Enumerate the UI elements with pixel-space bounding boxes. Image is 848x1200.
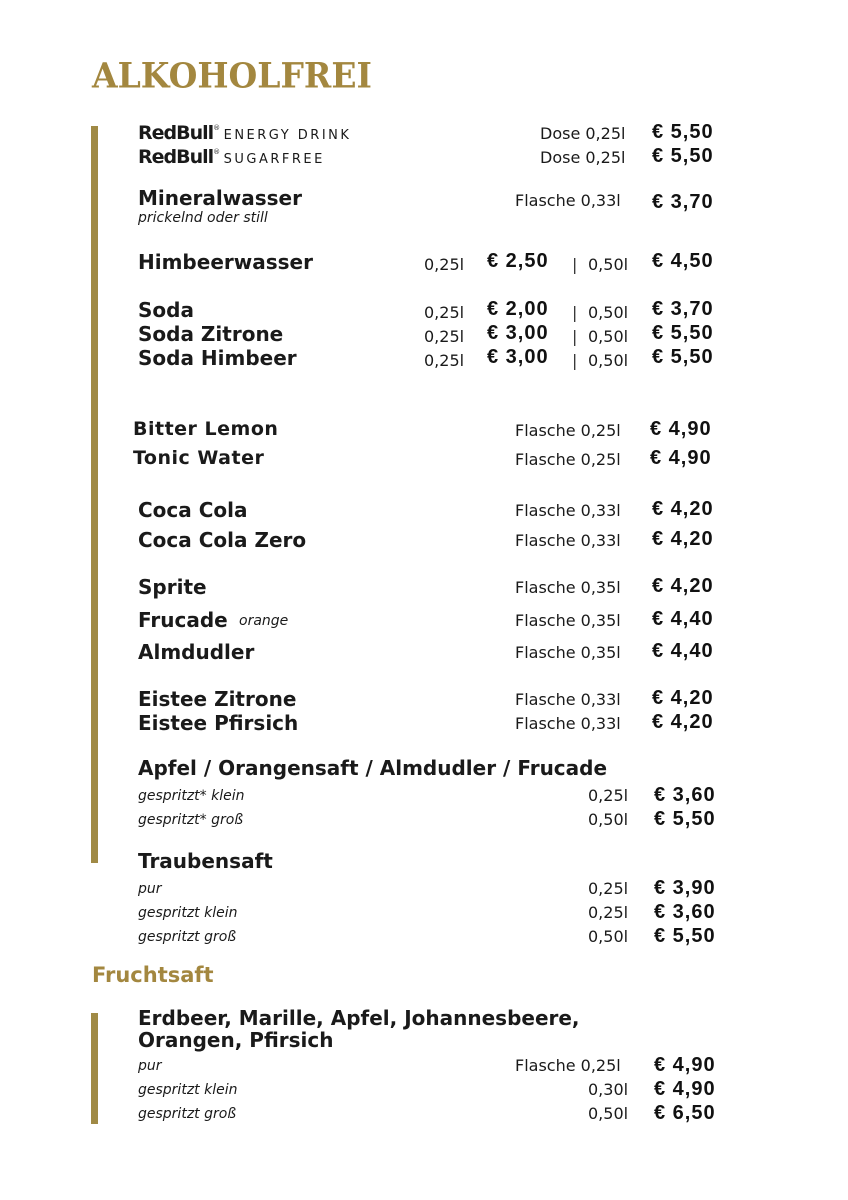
row-label: gespritzt groß xyxy=(138,1106,237,1122)
item-price: € 3,00 xyxy=(487,322,549,344)
item-size: Dose 0,25l xyxy=(540,124,626,143)
item-size: Flasche 0,33l xyxy=(515,191,621,210)
item-name: Orangen, Pfirsich xyxy=(138,1028,334,1052)
item-price: € 5,50 xyxy=(652,322,714,344)
item-price: € 4,20 xyxy=(652,528,714,550)
item-price: € 3,60 xyxy=(654,784,716,806)
redbull-brand: RedBull xyxy=(138,122,214,144)
redbull-energy-tag: ENERGY DRINK xyxy=(223,128,352,143)
item-size: Flasche 0,35l xyxy=(515,578,621,597)
item-price: € 5,50 xyxy=(654,925,716,947)
item-name: Soda Zitrone xyxy=(138,322,284,346)
item-price: € 3,00 xyxy=(487,346,549,368)
item-size: Flasche 0,33l xyxy=(515,501,621,520)
item-size: Flasche 0,25l xyxy=(515,1056,621,1075)
item-price: € 4,90 xyxy=(650,447,712,469)
item-size: 0,50l xyxy=(588,351,629,370)
row-label: gespritzt groß xyxy=(138,929,237,945)
item-price: € 4,90 xyxy=(654,1054,716,1076)
section-heading: Fruchtsaft xyxy=(92,963,214,987)
row-label: gespritzt* groß xyxy=(138,812,244,828)
item-price: € 4,20 xyxy=(652,575,714,597)
item-price: € 4,40 xyxy=(652,640,714,662)
item-name: Sprite xyxy=(138,575,207,599)
item-price: € 3,60 xyxy=(654,901,716,923)
item-price: € 4,90 xyxy=(650,418,712,440)
item-name: Traubensaft xyxy=(138,849,273,873)
item-name: Eistee Zitrone xyxy=(138,687,297,711)
item-price: € 5,50 xyxy=(652,145,714,167)
redbull-brand: RedBull xyxy=(138,146,214,168)
item-price: € 5,50 xyxy=(654,808,716,830)
item-description: prickelnd oder still xyxy=(138,210,268,226)
item-name: Soda Himbeer xyxy=(138,346,297,370)
item-size: Flasche 0,35l xyxy=(515,643,621,662)
item-size: Flasche 0,25l xyxy=(515,421,621,440)
item-size: 0,30l xyxy=(588,1080,629,1099)
item-price: € 3,70 xyxy=(652,298,714,320)
section-accent-bar-fruchtsaft xyxy=(91,1013,98,1124)
item-size: 0,50l xyxy=(588,927,629,946)
item-name: Bitter Lemon xyxy=(133,418,279,440)
item-size: 0,50l xyxy=(588,1104,629,1123)
item-size: 0,25l xyxy=(588,786,629,805)
redbull-sugarfree-tag: SUGARFREE xyxy=(223,152,325,167)
trademark: ® xyxy=(213,148,220,156)
item-name: Coca Cola xyxy=(138,498,248,522)
item-size: 0,50l xyxy=(588,327,629,346)
item-name: Apfel / Orangensaft / Almdudler / Frucade xyxy=(138,756,608,780)
item-price: € 2,50 xyxy=(487,250,549,272)
item-name: Eistee Pfirsich xyxy=(138,711,299,735)
item-price: € 5,50 xyxy=(652,121,714,143)
row-label: gespritzt klein xyxy=(138,905,238,921)
item-price: € 4,50 xyxy=(652,250,714,272)
item-size: 0,50l xyxy=(588,810,629,829)
item-size: Flasche 0,33l xyxy=(515,531,621,550)
item-name: Almdudler xyxy=(138,640,255,664)
price-separator: | xyxy=(572,303,578,322)
item-name: Soda xyxy=(138,298,194,322)
redbull-energy-logo xyxy=(138,122,351,144)
item-name: Coca Cola Zero xyxy=(138,528,307,552)
item-price: € 3,70 xyxy=(652,191,714,213)
item-size: 0,25l xyxy=(424,303,465,322)
item-price: € 4,20 xyxy=(652,711,714,733)
item-size: Flasche 0,33l xyxy=(515,714,621,733)
item-size: Flasche 0,33l xyxy=(515,690,621,709)
item-size: 0,25l xyxy=(588,903,629,922)
price-separator: | xyxy=(572,351,578,370)
item-price: € 4,20 xyxy=(652,498,714,520)
trademark: ® xyxy=(213,124,220,132)
item-variant: orange xyxy=(239,613,289,629)
row-label: pur xyxy=(138,1058,162,1074)
item-price: € 4,20 xyxy=(652,687,714,709)
item-price: € 6,50 xyxy=(654,1102,716,1124)
row-label: pur xyxy=(138,881,162,897)
item-size: 0,50l xyxy=(588,303,629,322)
price-separator: | xyxy=(572,255,578,274)
item-name: Tonic Water xyxy=(133,447,265,469)
item-size: Flasche 0,25l xyxy=(515,450,621,469)
item-price: € 4,40 xyxy=(652,608,714,630)
redbull-sugarfree-logo xyxy=(138,146,325,168)
item-size: Flasche 0,35l xyxy=(515,611,621,630)
item-price: € 4,90 xyxy=(654,1078,716,1100)
item-price: € 3,90 xyxy=(654,877,716,899)
item-size: 0,25l xyxy=(424,255,465,274)
item-size: 0,25l xyxy=(424,327,465,346)
item-price: € 5,50 xyxy=(652,346,714,368)
item-size: Dose 0,25l xyxy=(540,148,626,167)
item-size: 0,25l xyxy=(424,351,465,370)
item-size: 0,25l xyxy=(588,879,629,898)
item-size: 0,50l xyxy=(588,255,629,274)
price-separator: | xyxy=(572,327,578,346)
item-name: Frucade xyxy=(138,608,228,632)
item-name: Mineralwasser xyxy=(138,186,302,210)
page-title: ALKOHOLFREI xyxy=(92,55,372,96)
row-label: gespritzt klein xyxy=(138,1082,238,1098)
item-name: Erdbeer, Marille, Apfel, Johannesbeere, xyxy=(138,1006,580,1030)
item-price: € 2,00 xyxy=(487,298,549,320)
section-accent-bar xyxy=(91,126,98,863)
item-name: Himbeerwasser xyxy=(138,250,313,274)
row-label: gespritzt* klein xyxy=(138,788,245,804)
